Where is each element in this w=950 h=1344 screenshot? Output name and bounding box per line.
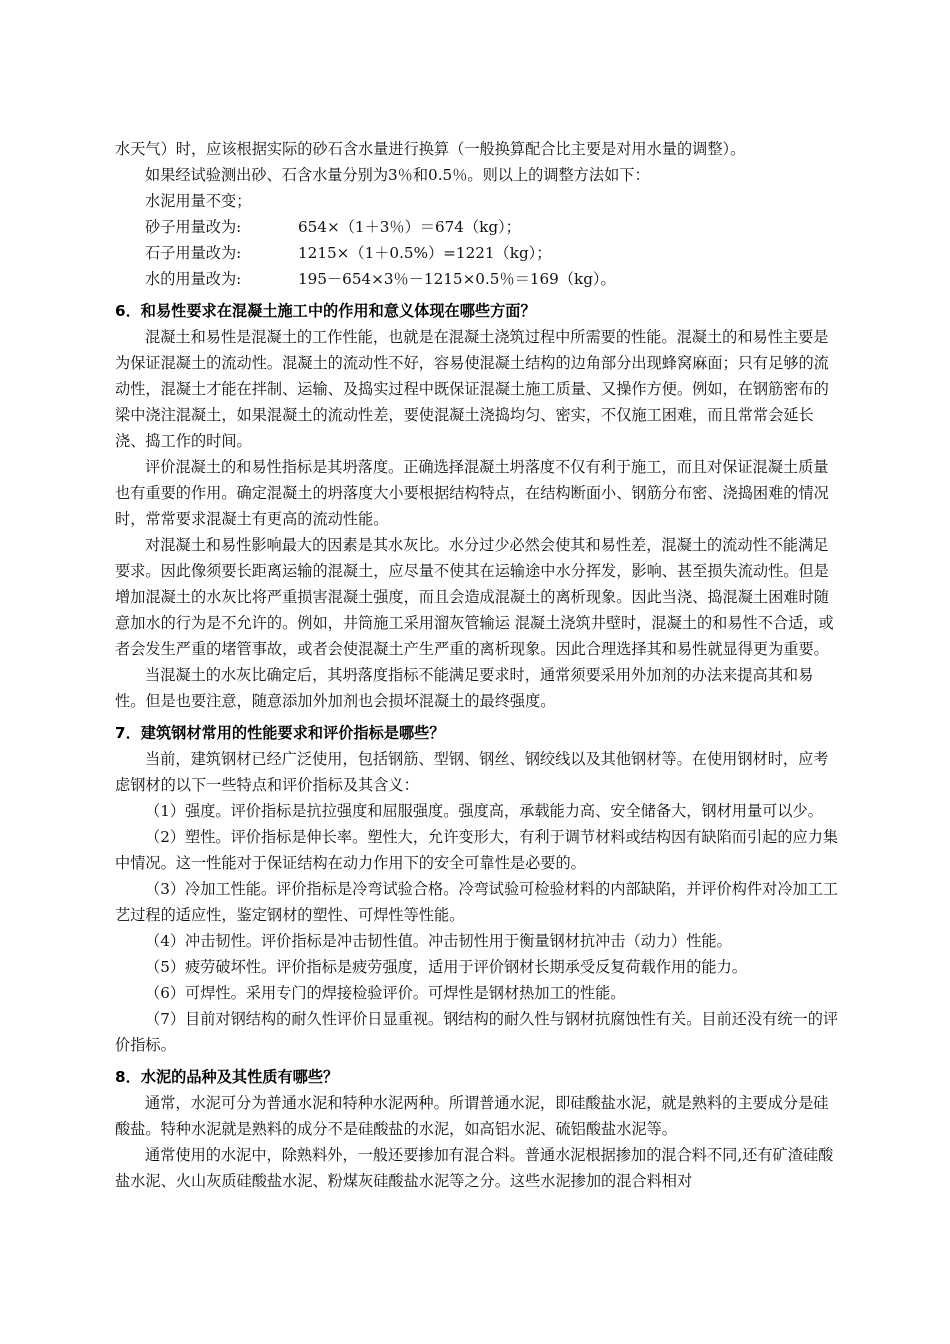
- section-6-heading: 6．和易性要求在混凝土施工中的作用和意义体现在哪些方面？: [115, 302, 536, 320]
- section-7-heading: 7．建筑钢材常用的性能要求和评价指标是哪些？: [115, 724, 445, 742]
- intro-continuation: 水天气）时，应该根据实际的砂石含水量进行换算（一般换算配合比主要是对用水量的调整）。: [115, 140, 746, 158]
- section-8-paragraph: 通常使用的水泥中，除熟料外，一般还要掺加有混合料。普通水泥根据掺加的混合料不同,还有矿渣硅酸盐水泥、火山灰质硅酸盐水泥、粉煤灰硅酸盐水泥等之分。这些水泥掺加的混合料相对: [115, 1146, 834, 1190]
- section-7-item: （3）冷加工性能。评价指标是冷弯试验合格。冷弯试验可检验材料的内部缺陷，并评价构件对冷加工工艺过程的适应性，鉴定钢材的塑性、可焊性等性能。: [115, 880, 839, 924]
- section-7-paragraph: 当前，建筑钢材已经广泛使用，包括钢筋、型钢、钢丝、钢绞线以及其他钢材等。在使用钢材时，应考虑钢材的以下一些特点和评价指标及其含义：: [115, 750, 829, 794]
- calc-label: 石子用量改为:: [145, 244, 242, 262]
- section-6-paragraph: 混凝土和易性是混凝土的工作性能，也就是在混凝土浇筑过程中所需要的性能。混凝土的和易性主要是为保证混凝土的流动性。混凝土的流动性不好，容易使混凝土结构的边角部分出现蜂窝麻面；只有足够的流动性，混凝土才能在拌制、运输、及捣实过程中既保证混凝土施工质量、又操作方便。例如，在钢筋密布的梁中浇注混凝土，如果混凝土的流动性差，要使混凝土浇捣均匀、密实，不仅施工困难，而且常常会延长浇、捣工作的时间。: [115, 328, 829, 450]
- section-7-item: （6）可焊性。采用专门的焊接检验评价。可焊性是钢材热加工的性能。: [145, 984, 626, 1002]
- section-6-paragraph: 对混凝土和易性影响最大的因素是其水灰比。水分过少必然会使其和易性差，混凝土的流动性不能满足要求。因此像须要长距离运输的混凝土，应尽量不使其在运输途中水分挥发，影响、甚至损失流动性。但是增加混凝土的水灰比将严重损害混凝土强度，而且会造成混凝土的离析现象。因此当浇、捣混凝土困难时随意加水的行为是不允许的。例如，井筒施工采用溜灰管输运 混凝土浇筑井壁时，混凝土的和易性不合适，或者会发生严重的堵管事故，或者会使混凝土产生严重的离析现象。因此合理选择其和易性就显得更为重要。: [115, 536, 834, 658]
- section-7-item: （4）冲击韧性。评价指标是冲击韧性值。冲击韧性用于衡量钢材抗冲击（动力）性能。: [145, 932, 732, 950]
- calc-row-sand: [115, 214, 839, 240]
- calc-row-water: [115, 266, 839, 292]
- document-page: [115, 136, 839, 1194]
- section-7-item: （5）疲劳破坏性。评价指标是疲劳强度，适用于评价钢材长期承受反复荷载作用的能力。: [145, 958, 747, 976]
- calc-label: 砂子用量改为:: [145, 218, 242, 236]
- calc-value: 1215×（1＋0.5%）=1221（kg）；: [298, 244, 552, 262]
- calc-table: [115, 214, 839, 292]
- cement-unchanged: 水泥用量不变；: [145, 192, 252, 210]
- calc-label: 水的用量改为:: [145, 270, 242, 288]
- section-8-paragraph: 通常，水泥可分为普通水泥和特种水泥两种。所谓普通水泥，即硅酸盐水泥，就是熟料的主要成分是硅酸盐。特种水泥就是熟料的成分不是硅酸盐的水泥，如高铝水泥、硫铝酸盐水泥等。: [115, 1094, 829, 1138]
- calc-value: 654×（1＋3％）＝674（kg）；: [298, 218, 521, 236]
- section-6-paragraph: 当混凝土的水灰比确定后，其坍落度指标不能满足要求时，通常须要采用外加剂的办法来提高其和易性。但是也要注意，随意添加外加剂也会损坏混凝土的最终强度。: [115, 666, 814, 710]
- calc-row-stone: [115, 240, 839, 266]
- section-7-item: （1）强度。评价指标是抗拉强度和屈服强度。强度高，承载能力高、安全储备大，钢材用量可以少。: [145, 802, 823, 820]
- section-7-item: （7）目前对钢结构的耐久性评价日显重视。钢结构的耐久性与钢材抗腐蚀性有关。目前还没有统一的评价指标。: [115, 1010, 839, 1054]
- section-8-heading: 8．水泥的品种及其性质有哪些？: [115, 1068, 339, 1086]
- section-6-paragraph: 评价混凝土的和易性指标是其坍落度。正确选择混凝土坍落度不仅有利于施工，而且对保证混凝土质量也有重要的作用。确定混凝土的坍落度大小要根据结构特点，在结构断面小、钢筋分布密、浇捣困难的情况时，常常要求混凝土有更高的流动性能。: [115, 458, 829, 528]
- section-7-item: （2）塑性。评价指标是伸长率。塑性大，允许变形大，有利于调节材料或结构因有缺陷而引起的应力集中情况。这一性能对于保证结构在动力作用下的安全可靠性是必要的。: [115, 828, 839, 872]
- calc-value: 195－654×3％－1215×0.5％＝169（kg）。: [298, 270, 616, 288]
- intro-example: 如果经试验测出砂、石含水量分别为3％和0.5％。则以上的调整方法如下：: [145, 166, 650, 184]
